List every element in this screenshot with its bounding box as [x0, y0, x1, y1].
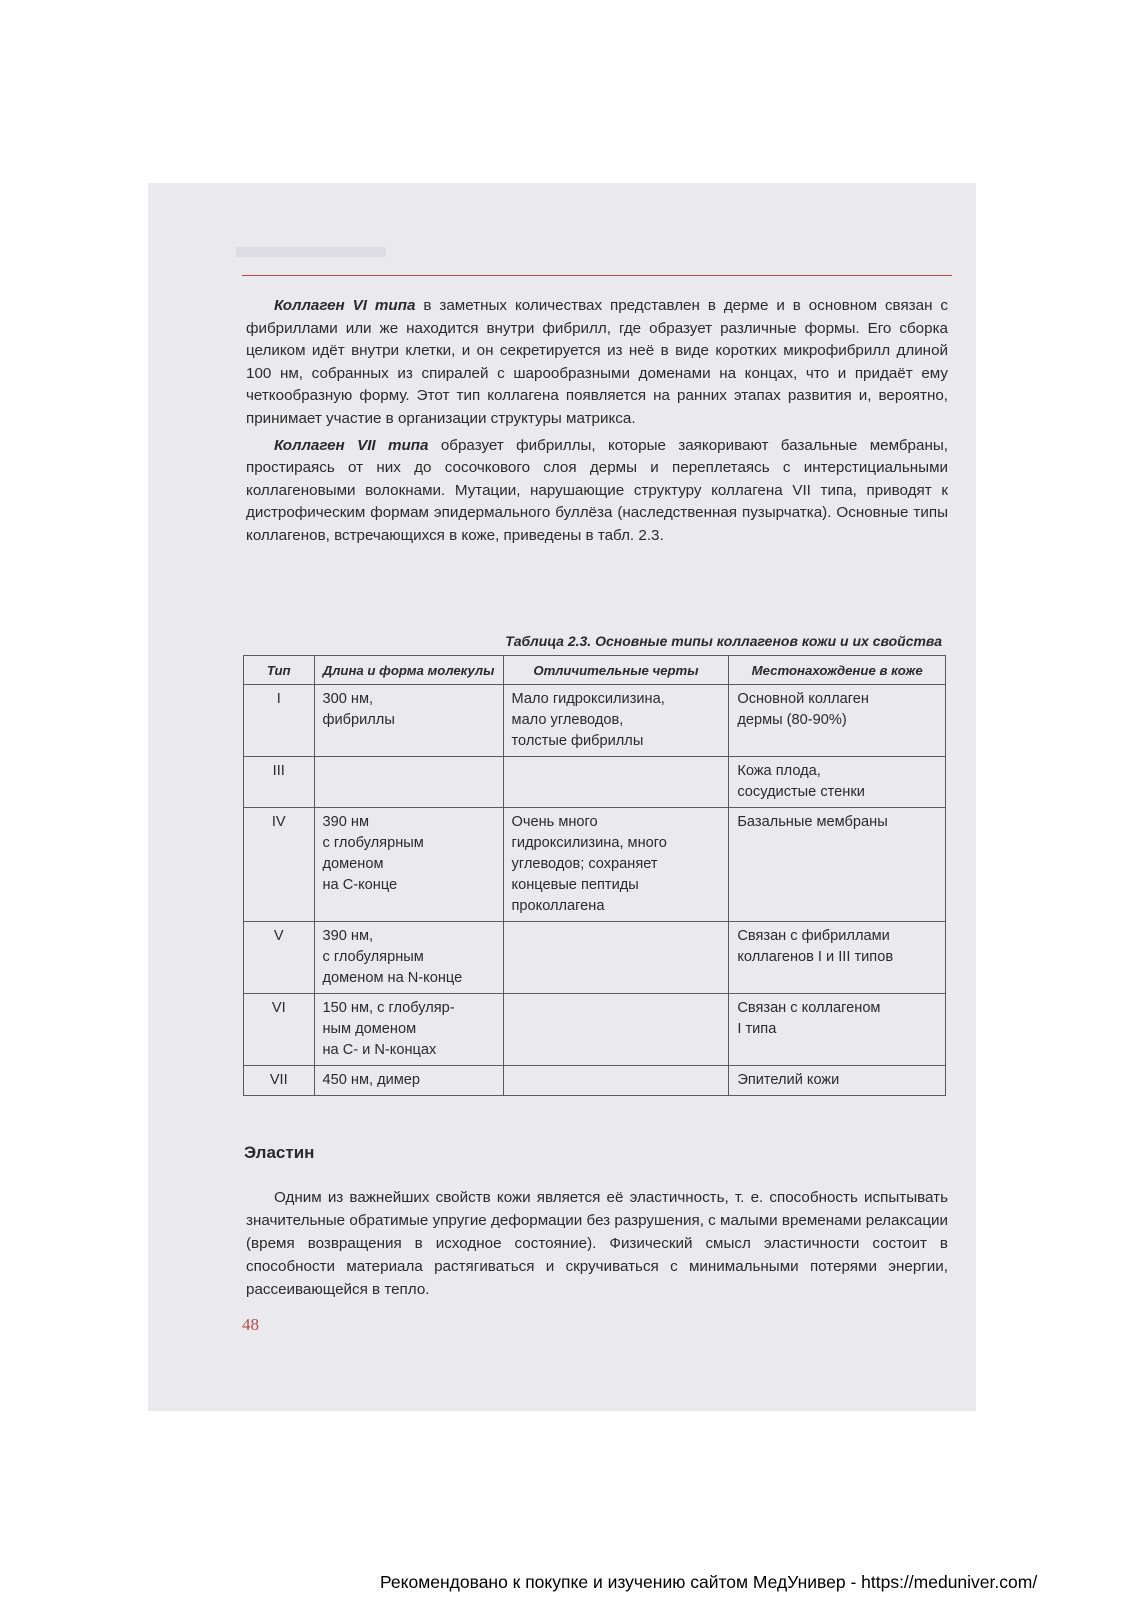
body-text [246, 295, 948, 548]
cell-location [729, 1066, 946, 1096]
cell-type: III [244, 757, 315, 808]
cell-line: с глобулярным [322, 949, 424, 965]
cell-type: IV [244, 808, 315, 922]
cell-line: Мало гидроксилизина, [511, 691, 665, 707]
cell-line: 450 нм, димер [322, 1072, 421, 1088]
table-row [244, 994, 946, 1066]
cell-line: Очень много [511, 814, 598, 830]
table-row [244, 757, 946, 808]
cell-line: 150 нм, с глобуляр- [322, 1000, 455, 1016]
footer-recommendation: Рекомендовано к покупке и изучению сайтом МедУнивер - https://meduniver.com/ [380, 1572, 1038, 1592]
cell-line: Эпителий кожи [737, 1072, 840, 1088]
cell-line: 300 нм, [322, 691, 374, 707]
cell-location [729, 685, 946, 757]
header-features: Отличительные черты [503, 656, 729, 685]
cell-line: мало углеводов, [511, 712, 624, 728]
paragraph-collagen-vi [246, 295, 948, 431]
cell-line: 390 нм [322, 814, 369, 830]
cell-type: I [244, 685, 315, 757]
paragraph-collagen-vii [246, 435, 948, 548]
running-header [236, 247, 386, 257]
table-row [244, 808, 946, 922]
cell-line: гидроксилизина, много [511, 835, 667, 851]
table-row [244, 922, 946, 994]
page-number: 48 [242, 1315, 259, 1334]
cell-line: фибриллы [322, 712, 395, 728]
table-header-row [244, 656, 946, 685]
paragraph-elastin: Одним из важнейших свойств кожи является её эластичность, т. е. способность испытывать значительные обратимые упругие деформации без разрушения, с малыми временами релаксации (время возвращения в исходное состояние). Физический смысл эластичности состоит в способности материала растягиваться и скручиваться с минимальными потерями энергии, рассеивающейся в тепло. [246, 1189, 948, 1298]
cell-line: сосудистые стенки [737, 784, 865, 800]
cell-line: доменом [322, 856, 384, 872]
cell-line: с глобулярным [322, 835, 424, 851]
cell-location [729, 757, 946, 808]
cell-location [729, 922, 946, 994]
cell-length [314, 808, 503, 922]
paragraph-lead: Коллаген VII типа [274, 436, 429, 454]
section-heading: Эластин [244, 1143, 315, 1162]
table-row [244, 685, 946, 757]
paragraph-text: в заметных количествах представлен в дерме и в основном связан с фибриллами или же находится внутри фибрилл, где образует различные формы. Его сборка целиком идёт внутри клетки, и он секретируется из неё в виде коротких микрофибрилл длиной 100 нм, собранных из спиралей с шарообразными доменами на концах, что и придаёт ему четкообразную форму. Этот тип коллагена появляется на ранних этапах развития и, вероятно, принимает участие в организации структуры матрикса. [246, 297, 948, 427]
collagen-types-table [243, 655, 946, 1096]
cell-length [314, 1066, 503, 1096]
header-length: Длина и форма молекулы [314, 656, 503, 685]
cell-location [729, 994, 946, 1066]
cell-features [503, 685, 729, 757]
cell-length [314, 685, 503, 757]
header-location: Местонахождение в коже [729, 656, 946, 685]
cell-length [314, 922, 503, 994]
cell-features [503, 994, 729, 1066]
cell-line: Связан с коллагеном [737, 1000, 881, 1016]
cell-length [314, 757, 503, 808]
cell-line: Связан с фибриллами [737, 928, 890, 944]
cell-type: VI [244, 994, 315, 1066]
cell-line: концевые пептиды [511, 877, 639, 893]
cell-line: дермы (80-90%) [737, 712, 847, 728]
cell-line: 390 нм, [322, 928, 374, 944]
cell-features [503, 757, 729, 808]
cell-line: Базальные мембраны [737, 814, 888, 830]
cell-features [503, 922, 729, 994]
scanned-page [148, 183, 976, 1411]
paragraph-text: образует фибриллы, которые заякоривают базальные мембраны, простираясь от них до сосочкового слоя дермы и переплетаясь с интерстициальными коллагеновыми волокнами. Мутации, нарушающие структуру коллагена VII типа, приводят к дистрофическим формам эпидермального буллёза (наследственная пузырчатка). Основные типы коллагенов, встречающихся в коже, приведены в табл. 2.3. [246, 436, 948, 544]
cell-line: проколлагена [511, 898, 605, 914]
cell-features [503, 808, 729, 922]
cell-type: V [244, 922, 315, 994]
header-rule [242, 275, 952, 276]
cell-type: VII [244, 1066, 315, 1096]
table-caption: Таблица 2.3. Основные типы коллагенов кожи и их свойства [505, 633, 942, 649]
cell-features [503, 1066, 729, 1096]
cell-line: доменом на N-конце [322, 970, 463, 986]
cell-line: на С-конце [322, 877, 398, 893]
cell-line: углеводов; сохраняет [511, 856, 658, 872]
cell-line: ным доменом [322, 1021, 417, 1037]
cell-line: на С- и N-концах [322, 1042, 437, 1058]
cell-line: Основной коллаген [737, 691, 869, 707]
cell-line: Кожа плода, [737, 763, 821, 779]
cell-line: коллагенов I и III типов [737, 949, 894, 965]
cell-line: I типа [737, 1021, 777, 1037]
table-body [244, 685, 946, 1096]
header-type: Тип [244, 656, 315, 685]
cell-location [729, 808, 946, 922]
table-row [244, 1066, 946, 1096]
cell-line: толстые фибриллы [511, 733, 644, 749]
elastin-text [246, 1186, 948, 1301]
cell-length [314, 994, 503, 1066]
paragraph-lead: Коллаген VI типа [274, 297, 416, 314]
